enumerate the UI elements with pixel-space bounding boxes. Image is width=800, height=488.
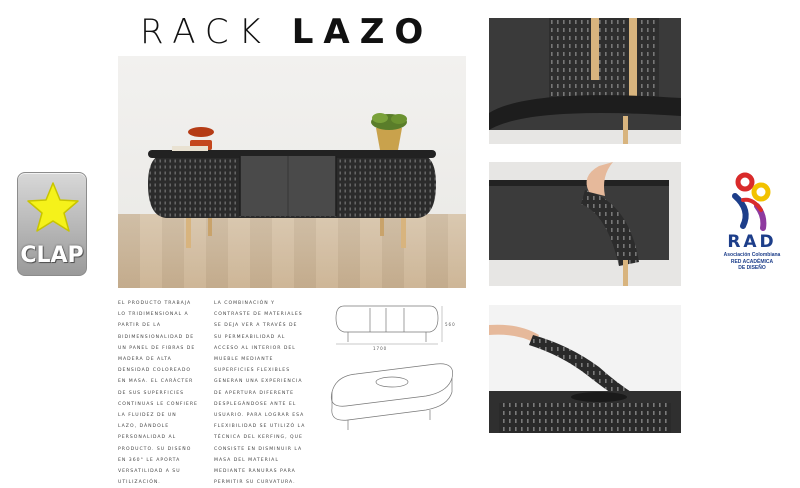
- opening-illustration: [489, 162, 681, 286]
- flexible-panel-illustration: [489, 305, 681, 433]
- rad-line-2: RED ACADÉMICA: [730, 258, 774, 265]
- rad-line-1: Asociación Colombiana: [723, 252, 781, 258]
- title-bold: LAZO: [291, 12, 434, 52]
- detail-photo-interior: [489, 18, 681, 144]
- page-title: [140, 12, 433, 52]
- star-icon: [25, 179, 81, 239]
- detail-photo-opening: [489, 162, 681, 286]
- rad-emblem-icon: [723, 170, 781, 230]
- clap-label: CLAP: [20, 243, 84, 268]
- clap-badge: [17, 172, 87, 276]
- rad-logo: [712, 170, 792, 290]
- description-column-2: LA COMBINACIÓN Y CONTRASTE DE MATERIALES SE DEJA VER A TRAVÉS DE SU PERMEABILIDAD AL ACCESO AL INTERIOR DEL MUEBLE MEDIANTE SUPERFICIES FLEXIBLES GENERAN UNA EXPERIENCIA DE APERTURA DIFERENTE DESPLEGÁNDOSE ANTE EL USUARIO. PARA LOGRAR ESA FLEXIBILIDAD SE UTILIZÓ LA TÉCNICA DEL KERFING, QUE CONSISTE EN DISMINUIR LA MASA DEL MATERIAL MEDIANTE RANURAS PARA PERMITIR SU CURVATURA.: [214, 301, 306, 486]
- detail-photo-flexible-panel: [489, 305, 681, 433]
- rack-furniture-illustration: [118, 56, 466, 288]
- height-dimension-label: 560: [445, 322, 456, 327]
- hero-photo: [118, 56, 466, 288]
- rad-line-3: DE DISEÑO: [738, 265, 766, 271]
- title-light: RACK: [140, 12, 271, 52]
- description-column-1: EL PRODUCTO TRABAJA LO TRIDIMENSIONAL A PARTIR DE LA BIDIMENSIONALIDAD DE UN PANEL DE FIBRAS DE MADERA DE ALTA DENSIDAD COLOREADO EN MASA. EL CARÁCTER DE SUS SUPERFICIES CONTINUAS LE CONFIERE LA FLUIDEZ DE UN LAZO, DÁNDOLE PERSONALIDAD AL PRODUCTO. SU DISEÑO EN 360° LE APORTA VERSATILIDAD A SU UTILIZACIÓN.: [118, 301, 198, 486]
- interior-illustration: [489, 18, 681, 144]
- rad-acronym: RAD: [727, 232, 777, 252]
- width-dimension-label: 1700: [373, 346, 388, 351]
- technical-drawing: [326, 296, 466, 436]
